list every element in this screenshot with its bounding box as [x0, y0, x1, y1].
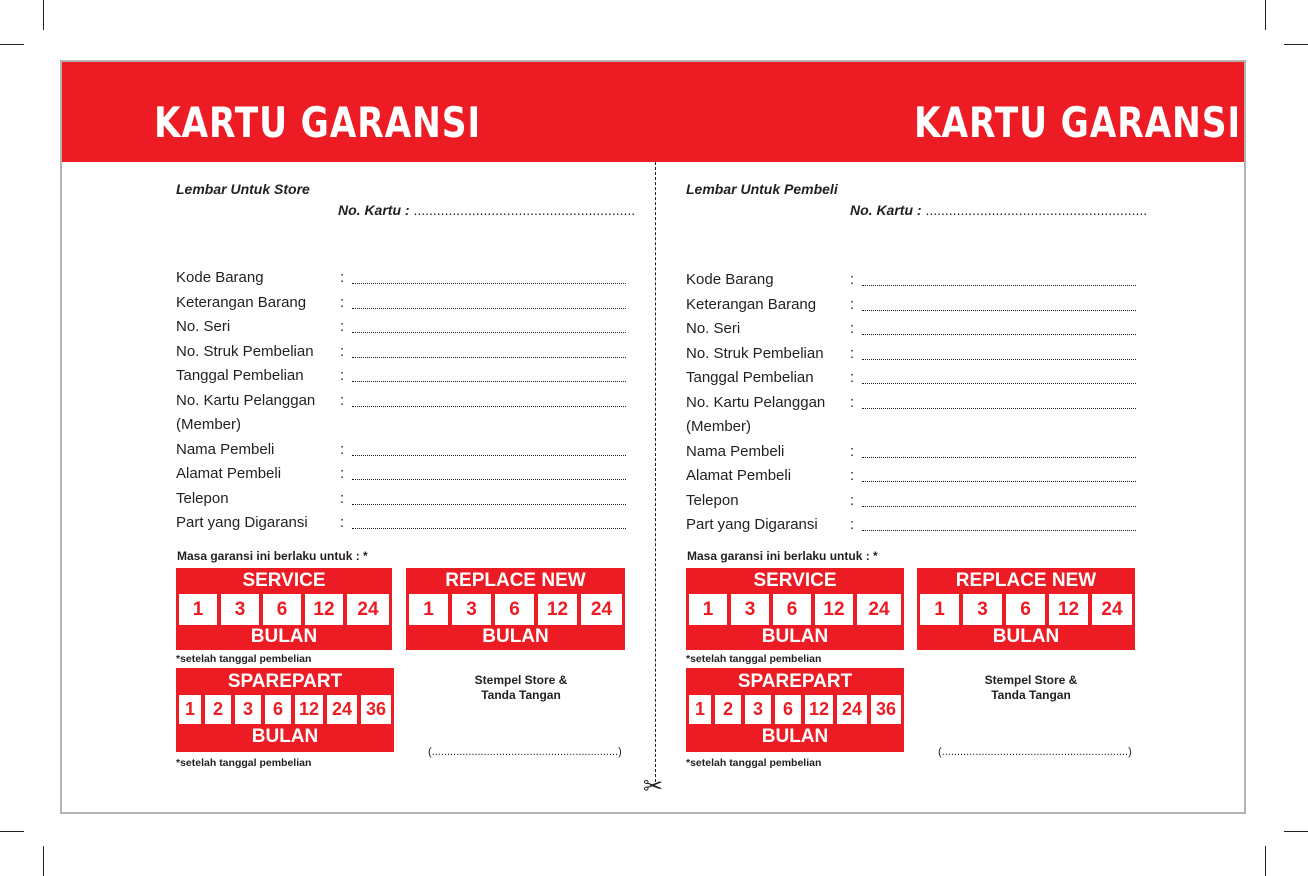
- field-colon: :: [340, 367, 345, 384]
- replace-new-unit: BULAN: [482, 626, 549, 647]
- warranty-intro: Masa garansi ini berlaku untuk : *: [177, 549, 368, 563]
- field-colon: :: [850, 296, 855, 313]
- field-label: Nama Pembeli: [176, 441, 275, 458]
- month-option: 12: [305, 594, 343, 625]
- fill-line: [352, 283, 626, 284]
- sparepart-title: SPAREPART: [737, 671, 853, 692]
- crop-mark: [0, 44, 24, 45]
- field-label: (Member): [686, 418, 752, 435]
- fill-line: [862, 359, 1136, 360]
- fill-line: [862, 481, 1136, 482]
- month-option: 1: [689, 695, 711, 724]
- fill-line: [862, 408, 1136, 409]
- service-title: SERVICE: [753, 570, 837, 591]
- field-alamat-pembeli: [176, 462, 626, 486]
- month-option: 3: [452, 594, 491, 625]
- footnote: *setelah tanggal pembelian: [176, 653, 312, 665]
- fill-line: [862, 506, 1136, 507]
- month-option: 12: [538, 594, 577, 625]
- field-keterangan-barang: [686, 293, 1136, 317]
- store-sheet: [176, 162, 736, 812]
- month-option: 24: [837, 695, 867, 724]
- field-nama-pembeli: [176, 438, 626, 462]
- month-option: 1: [920, 594, 959, 625]
- field-telepon: [686, 489, 1136, 513]
- sparepart-box: [176, 668, 394, 752]
- field-colon: :: [850, 394, 855, 411]
- month-option: 24: [581, 594, 622, 625]
- service-unit: BULAN: [761, 626, 829, 647]
- card-number-label: No. Kartu :: [338, 202, 410, 218]
- signature-line: (.............................................................): [938, 746, 1132, 758]
- footnote: *setelah tanggal pembelian: [686, 757, 822, 769]
- field-label: Nama Pembeli: [686, 443, 785, 460]
- fill-line: [352, 381, 626, 382]
- sparepart-box: [686, 668, 904, 752]
- fill-line: [862, 285, 1136, 286]
- field-colon: :: [340, 343, 345, 360]
- month-option: 36: [361, 695, 391, 724]
- title-banner: [62, 62, 1244, 162]
- card-number-label: No. Kartu :: [850, 202, 922, 218]
- stamp-line-2: Tanda Tangan: [991, 688, 1071, 702]
- field-label: Keterangan Barang: [176, 294, 307, 311]
- fill-line: [352, 455, 626, 456]
- stamp-line-1: Stempel Store &: [474, 673, 568, 687]
- service-box: [686, 568, 904, 650]
- stamp-line-1: Stempel Store &: [984, 673, 1078, 687]
- field-alamat-pembeli: [686, 464, 1136, 488]
- replace-new-box: [406, 568, 625, 650]
- fill-line: [352, 479, 626, 480]
- field-colon: :: [340, 269, 345, 286]
- month-option: 6: [775, 695, 801, 724]
- month-option: 3: [963, 594, 1002, 625]
- crop-mark: [1265, 0, 1266, 30]
- field-colon: :: [340, 465, 345, 482]
- field-colon: :: [850, 345, 855, 362]
- field-kode-barang: [686, 268, 1136, 292]
- stamp-line-2: Tanda Tangan: [481, 688, 561, 702]
- field-label: No. Seri: [176, 318, 231, 335]
- field-label: No. Struk Pembelian: [686, 345, 824, 362]
- month-option: 3: [731, 594, 769, 625]
- field-label: Telepon: [686, 492, 739, 509]
- field-label: Kode Barang: [686, 271, 774, 288]
- field-label: (Member): [176, 416, 242, 433]
- month-option: 12: [805, 695, 833, 724]
- field-no-kartu-pelanggan: [176, 389, 626, 413]
- fill-line: [352, 406, 626, 407]
- month-option: 1: [689, 594, 727, 625]
- store-title: KARTU GARANSI: [154, 98, 481, 147]
- footnote: *setelah tanggal pembelian: [176, 757, 312, 769]
- field-label: No. Seri: [686, 320, 741, 337]
- field-part-digaransi: [176, 511, 626, 535]
- warranty-card: [60, 60, 1246, 814]
- fill-line: [862, 310, 1136, 311]
- fill-line: [352, 332, 626, 333]
- crop-mark: [1284, 44, 1308, 45]
- field-tanggal-pembelian: [686, 366, 1136, 390]
- field-member: [686, 415, 1136, 439]
- card-number: [338, 202, 635, 218]
- month-option: 3: [745, 695, 771, 724]
- month-option: 6: [265, 695, 291, 724]
- field-colon: :: [850, 271, 855, 288]
- service-box: [176, 568, 392, 650]
- month-option: 12: [295, 695, 323, 724]
- field-colon: :: [340, 294, 345, 311]
- month-option: 2: [205, 695, 231, 724]
- field-label: Telepon: [176, 490, 229, 507]
- field-label: Alamat Pembeli: [686, 467, 792, 484]
- field-colon: :: [850, 320, 855, 337]
- fill-line: [352, 357, 626, 358]
- month-option: 6: [1006, 594, 1045, 625]
- field-label: Part yang Digaransi: [686, 516, 818, 533]
- field-label: Keterangan Barang: [686, 296, 817, 313]
- crop-mark: [43, 846, 44, 876]
- scissors-icon: ✂: [643, 773, 664, 800]
- field-label: No. Kartu Pelanggan: [686, 394, 826, 411]
- field-part-digaransi: [686, 513, 1136, 537]
- month-option: 1: [179, 594, 217, 625]
- field-keterangan-barang: [176, 291, 626, 315]
- month-option: 3: [221, 594, 259, 625]
- month-option: 24: [347, 594, 389, 625]
- month-option: 24: [857, 594, 901, 625]
- warranty-intro: Masa garansi ini berlaku untuk : *: [687, 549, 878, 563]
- field-colon: :: [850, 443, 855, 460]
- month-option: 12: [815, 594, 853, 625]
- month-option: 12: [1049, 594, 1088, 625]
- field-label: Part yang Digaransi: [176, 514, 308, 531]
- fill-line: [352, 504, 626, 505]
- field-no-seri: [686, 317, 1136, 341]
- field-member: [176, 413, 626, 437]
- field-no-kartu-pelanggan: [686, 391, 1136, 415]
- field-label: Alamat Pembeli: [176, 465, 282, 482]
- fill-line: [862, 383, 1136, 384]
- replace-new-box: [917, 568, 1135, 650]
- field-no-seri: [176, 315, 626, 339]
- fill-line: [862, 457, 1136, 458]
- replace-new-title: REPLACE NEW: [445, 570, 586, 591]
- month-option: 6: [495, 594, 534, 625]
- field-tanggal-pembelian: [176, 364, 626, 388]
- crop-mark: [1284, 831, 1308, 832]
- field-no-struk: [176, 340, 626, 364]
- field-colon: :: [850, 467, 855, 484]
- card-number: [850, 202, 1147, 218]
- fill-line: [862, 334, 1136, 335]
- month-option: 24: [1092, 594, 1132, 625]
- field-label: Tanggal Pembelian: [686, 369, 814, 386]
- crop-mark: [43, 0, 44, 30]
- month-option: 24: [327, 695, 357, 724]
- month-option: 6: [773, 594, 811, 625]
- month-option: 6: [263, 594, 301, 625]
- fill-line: [352, 308, 626, 309]
- field-label: Tanggal Pembelian: [176, 367, 304, 384]
- month-option: 1: [179, 695, 201, 724]
- field-nama-pembeli: [686, 440, 1136, 464]
- month-option: 1: [409, 594, 448, 625]
- replace-new-unit: BULAN: [992, 626, 1060, 647]
- card-number-line: .........................................................: [413, 202, 636, 218]
- field-label: No. Kartu Pelanggan: [176, 392, 316, 409]
- field-telepon: [176, 487, 626, 511]
- crop-mark: [1265, 846, 1266, 876]
- sheet-label: Lembar Untuk Store: [176, 181, 310, 197]
- month-option: 36: [871, 695, 901, 724]
- field-colon: :: [850, 492, 855, 509]
- field-label: No. Struk Pembelian: [176, 343, 314, 360]
- fill-line: [862, 530, 1136, 531]
- buyer-sheet: [686, 162, 1246, 812]
- stamp-caption: [441, 673, 601, 703]
- field-colon: :: [340, 318, 345, 335]
- sparepart-unit: BULAN: [251, 726, 319, 747]
- field-kode-barang: [176, 266, 626, 290]
- footnote: *setelah tanggal pembelian: [686, 653, 822, 665]
- fill-line: [352, 528, 626, 529]
- sheet-label: Lembar Untuk Pembeli: [686, 181, 838, 197]
- crop-mark: [0, 831, 24, 832]
- field-colon: :: [850, 516, 855, 533]
- stamp-caption: [951, 673, 1111, 703]
- sparepart-unit: BULAN: [761, 726, 829, 747]
- sparepart-title: SPAREPART: [227, 671, 343, 692]
- field-colon: :: [340, 490, 345, 507]
- service-title: SERVICE: [242, 570, 326, 591]
- field-no-struk: [686, 342, 1136, 366]
- month-option: 2: [715, 695, 741, 724]
- month-option: 3: [235, 695, 261, 724]
- service-unit: BULAN: [250, 626, 318, 647]
- field-colon: :: [340, 514, 345, 531]
- field-label: Kode Barang: [176, 269, 264, 286]
- replace-new-title: REPLACE NEW: [955, 570, 1097, 591]
- field-colon: :: [340, 392, 345, 409]
- field-colon: :: [850, 369, 855, 386]
- field-colon: :: [340, 441, 345, 458]
- card-number-line: .........................................................: [925, 202, 1148, 218]
- signature-line: (.............................................................): [428, 746, 622, 758]
- buyer-title: KARTU GARANSI: [914, 98, 1241, 147]
